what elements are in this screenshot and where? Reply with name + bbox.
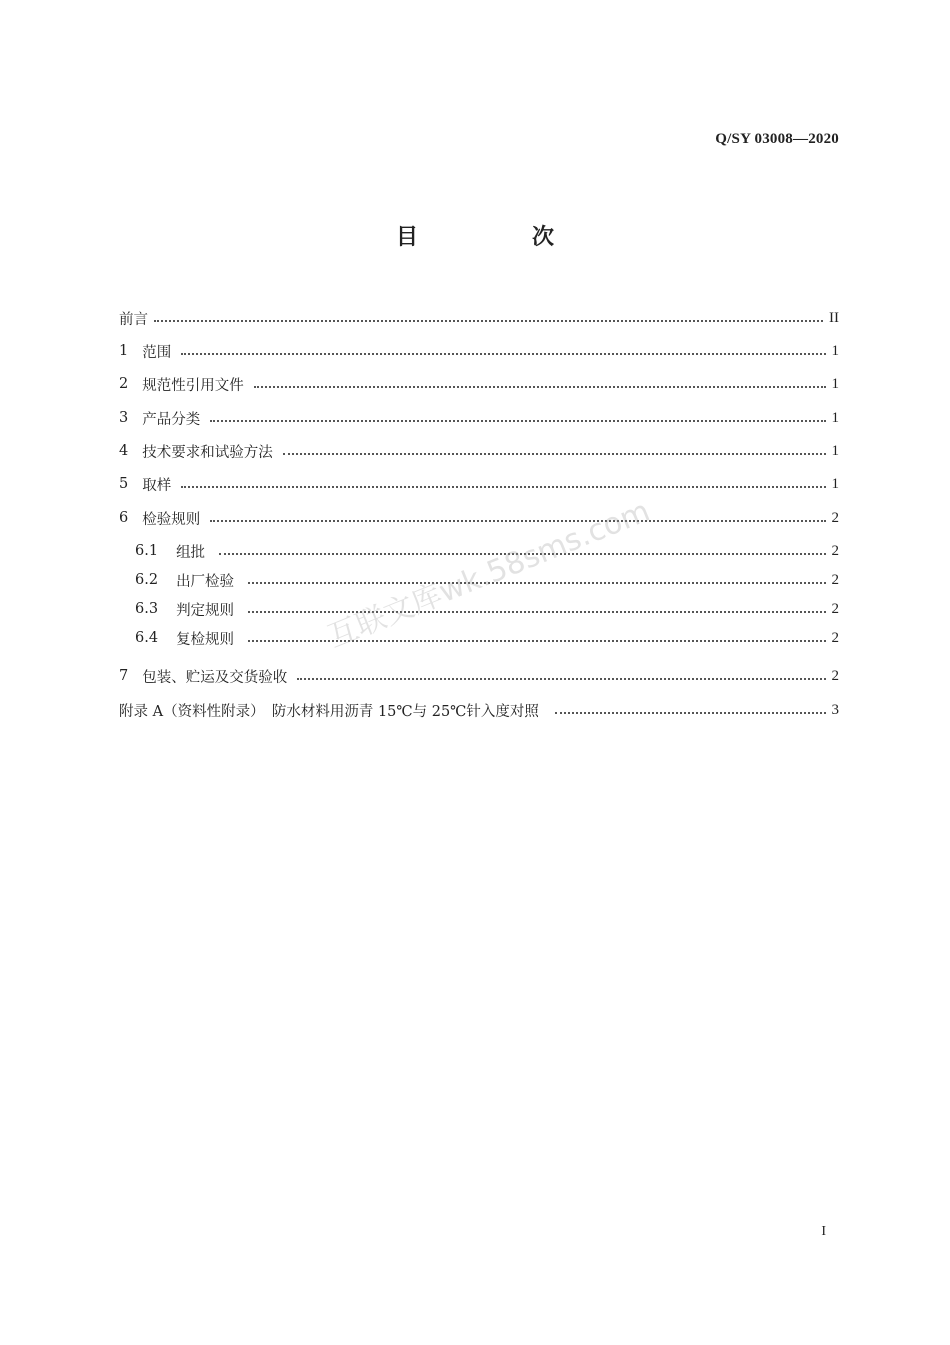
- toc-page: 2: [831, 667, 839, 684]
- toc-label: 组批: [176, 544, 206, 561]
- toc-entry-appendix-a[interactable]: [119, 698, 839, 722]
- toc-number: 7: [119, 668, 129, 684]
- page-title: 目 次: [395, 225, 600, 250]
- toc-label: 附录 A（资料性附录） 防水材料用沥青 15℃与 25℃针入度对照: [119, 703, 539, 720]
- toc-label: 出厂检验: [176, 573, 235, 590]
- document-code: Q/SY 03008—2020: [715, 131, 839, 147]
- toc-label: 规范性引用文件: [142, 377, 244, 394]
- toc-entry-1[interactable]: [119, 339, 839, 363]
- leader-dots: [555, 712, 826, 714]
- toc-entry-5[interactable]: [119, 472, 839, 496]
- toc-page: 2: [831, 629, 839, 646]
- toc-page: 1: [831, 475, 839, 492]
- toc-number: 1: [119, 343, 129, 359]
- toc-entry-4[interactable]: [119, 439, 839, 463]
- toc-label: 范围: [142, 344, 172, 361]
- toc-page: 3: [831, 701, 839, 718]
- leader-dots: [248, 582, 825, 584]
- leader-dots: [181, 353, 825, 355]
- toc-page: 2: [831, 509, 839, 526]
- toc-number: 5: [119, 476, 129, 492]
- toc-label: 包装、贮运及交货验收: [142, 669, 288, 686]
- toc-entry-6[interactable]: [119, 506, 839, 530]
- leader-dots: [181, 486, 825, 488]
- toc-label: 取样: [142, 477, 172, 494]
- toc-entry-foreword[interactable]: [119, 306, 839, 330]
- leader-dots: [297, 678, 825, 680]
- leader-dots: [210, 420, 825, 422]
- toc-label: 判定规则: [176, 602, 235, 619]
- toc-label: 技术要求和试验方法: [142, 444, 273, 461]
- toc-label: 产品分类: [142, 411, 201, 428]
- toc-number: 6.2: [135, 572, 159, 588]
- toc-number: 3: [119, 410, 129, 426]
- leader-dots: [154, 320, 823, 322]
- toc-page: 2: [831, 571, 839, 588]
- toc-entry-6-4[interactable]: [135, 626, 839, 650]
- toc-page: 1: [831, 375, 839, 392]
- toc-label: 前言: [119, 311, 148, 328]
- toc-page: 1: [831, 409, 839, 426]
- toc-number: 6.4: [135, 630, 159, 646]
- toc-page: 1: [831, 442, 839, 459]
- toc-number: 6.1: [135, 543, 159, 559]
- toc-number: 6.3: [135, 601, 159, 617]
- toc-entry-7[interactable]: [119, 664, 839, 688]
- toc-label: 复检规则: [176, 631, 235, 648]
- watermark-text: 互联文库wk.58sms.com: [322, 493, 655, 655]
- toc-entry-2[interactable]: [119, 372, 839, 396]
- toc-entry-6-3[interactable]: [135, 597, 839, 621]
- leader-dots: [210, 520, 825, 522]
- toc-page: II: [829, 309, 839, 326]
- toc-entry-3[interactable]: [119, 406, 839, 430]
- toc-number: 4: [119, 443, 129, 459]
- toc-page: 2: [831, 600, 839, 617]
- page-number: I: [821, 1224, 826, 1239]
- leader-dots: [254, 386, 826, 388]
- toc-number: 2: [119, 376, 129, 392]
- toc-label: 检验规则: [142, 511, 201, 528]
- leader-dots: [283, 453, 826, 455]
- toc-number: 6: [119, 510, 129, 526]
- toc-page: 2: [831, 542, 839, 559]
- toc-page: 1: [831, 342, 839, 359]
